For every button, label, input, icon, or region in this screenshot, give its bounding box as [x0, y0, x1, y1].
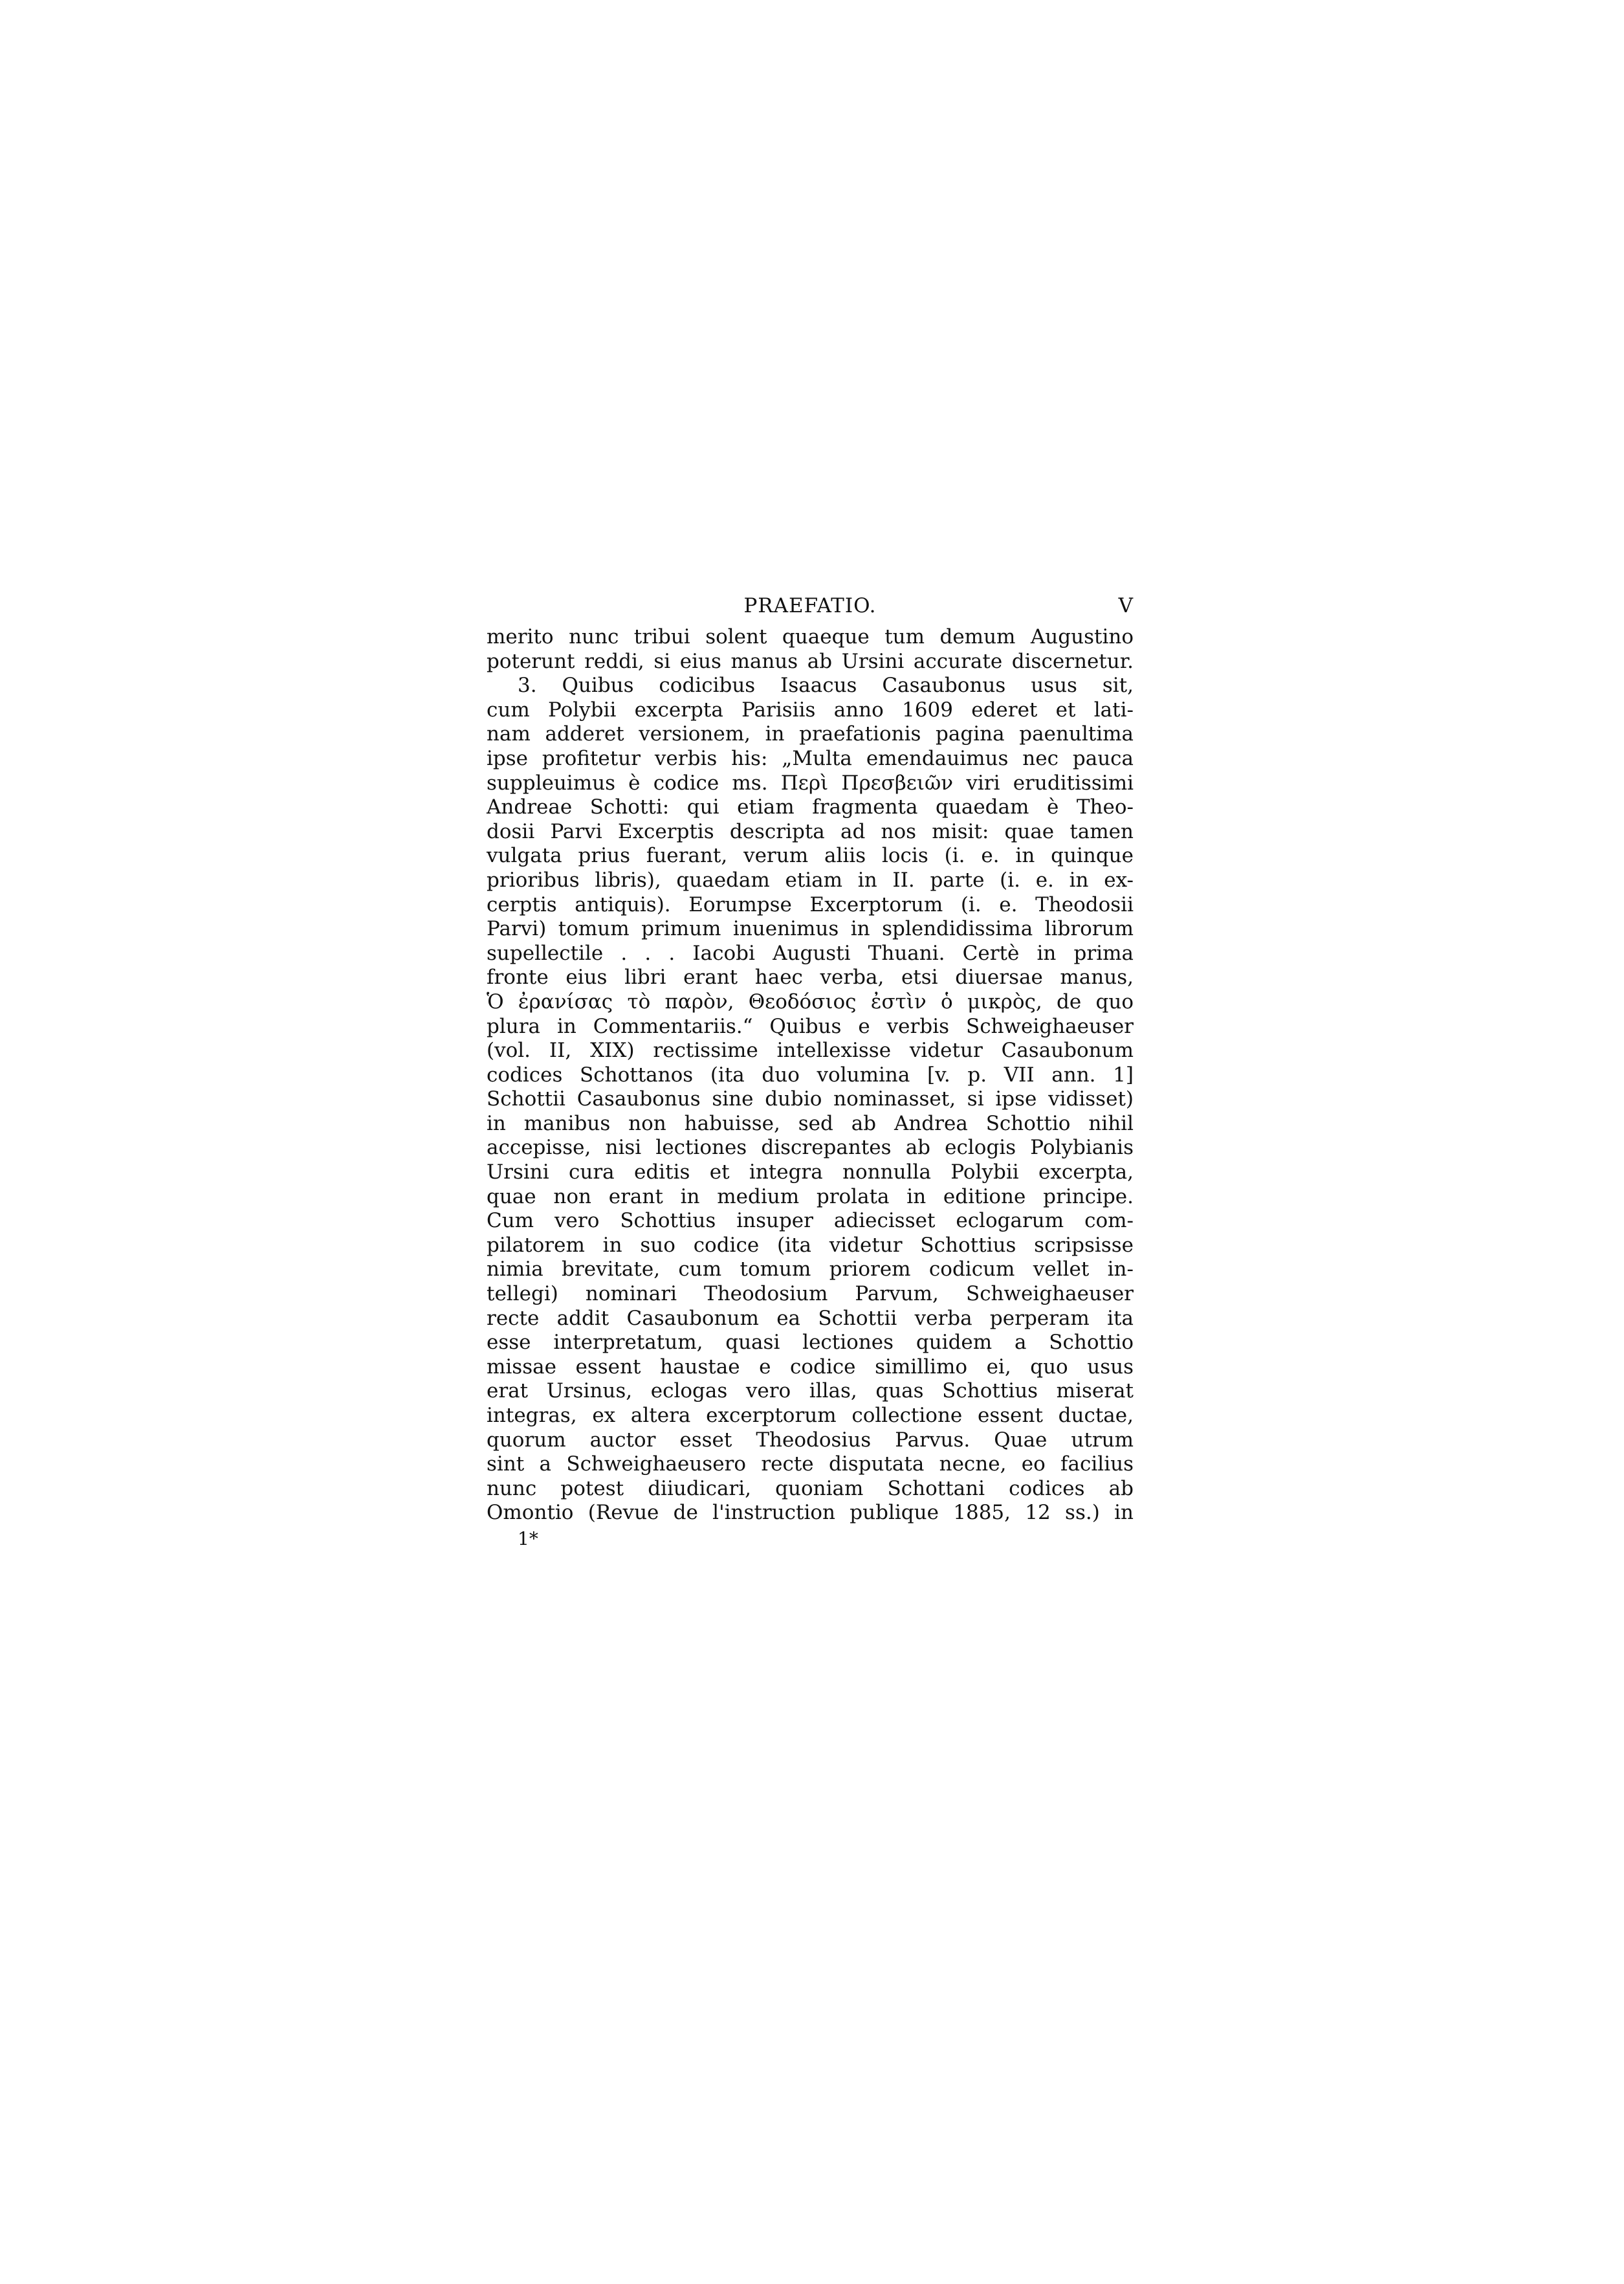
text-line: codices Schottanos (ita duo volumina [v. p. VII ann. 1]	[487, 1063, 1134, 1087]
text-line: Ὁ ἐρανίσας τὸ παρὸν, Θεοδόσιος ἐστὶν ὁ μικρὸς, de quo	[487, 990, 1134, 1014]
text-line: ipse profitetur verbis his: „Multa emendauimus nec pauca	[487, 746, 1134, 770]
page-number: V	[1118, 594, 1134, 617]
text-line: nam adderet versionem, in praefationis pagina paenultima	[487, 722, 1134, 746]
running-title: PRAEFATIO.	[743, 594, 877, 617]
text-line: sint a Schweighaeusero recte disputata necne, eo facilius	[487, 1452, 1134, 1476]
text-line: dosii Parvi Excerptis descripta ad nos misit: quae tamen	[487, 819, 1134, 843]
text-line: esse interpretatum, quasi lectiones quidem a Schottio	[487, 1331, 1134, 1355]
text-line: cerptis antiquis). Eorumpse Excerptorum (i. e. Theodosii	[487, 893, 1134, 916]
text-line: Cum vero Schottius insuper adiecisset eclogarum com-	[487, 1209, 1134, 1233]
text-line: in manibus non habuisse, sed ab Andrea Schottio nihil	[487, 1111, 1134, 1135]
text-line: integras, ex altera excerptorum collectione essent ductae,	[487, 1404, 1134, 1427]
text-line: Andreae Schotti: qui etiam fragmenta quaedam è Theo-	[487, 795, 1134, 819]
text-line: (vol. II, XIX) rectissime intellexisse videtur Casaubonum	[487, 1039, 1134, 1063]
text-line: nimia brevitate, cum tomum priorem codicum vellet in-	[487, 1258, 1134, 1281]
body-text	[487, 625, 1134, 1525]
text-line: Parvi) tomum primum inuenimus in splendidissima librorum	[487, 917, 1134, 941]
text-line: quae non erant in medium prolata in editione principe.	[487, 1184, 1134, 1208]
text-line: recte addit Casaubonum ea Schottii verba perperam ita	[487, 1306, 1134, 1330]
text-line: 3. Quibus codicibus Isaacus Casaubonus usus sit,	[518, 674, 1134, 698]
signature-mark: 1*	[518, 1527, 538, 1549]
text-line: plura in Commentariis.“ Quibus e verbis Schweighaeuser	[487, 1014, 1134, 1038]
text-line: Ursini cura editis et integra nonnulla Polybii excerpta,	[487, 1160, 1134, 1184]
text-line: poterunt reddi, si eius manus ab Ursini accurate discernetur.	[487, 649, 1134, 673]
text-line: suppleuimus è codice ms. Περὶ Πρεσβειῶν viri eruditissimi	[487, 771, 1134, 795]
text-line: missae essent haustae e codice simillimo ei, quo usus	[487, 1355, 1134, 1379]
text-line: pilatorem in suo codice (ita videtur Schottius scripsisse	[487, 1233, 1134, 1257]
text-line: quorum auctor esset Theodosius Parvus. Quae utrum	[487, 1428, 1134, 1452]
text-line: nunc potest diiudicari, quoniam Schottani codices ab	[487, 1476, 1134, 1500]
text-line: supellectile . . . Iacobi Augusti Thuani. Certè in prima	[487, 941, 1134, 965]
text-line: erat Ursinus, eclogas vero illas, quas Schottius miserat	[487, 1379, 1134, 1403]
text-line: Omontio (Revue de l'instruction publique 1885, 12 ss.) in	[487, 1501, 1134, 1525]
text-line: tellegi) nominari Theodosium Parvum, Schweighaeuser	[487, 1282, 1134, 1306]
page-text-block	[487, 594, 1134, 1550]
text-line: prioribus libris), quaedam etiam in II. parte (i. e. in ex-	[487, 868, 1134, 892]
text-line: Schottii Casaubonus sine dubio nominasset, si ipse vidisset)	[487, 1087, 1134, 1111]
text-line: accepisse, nisi lectiones discrepantes ab eclogis Polybianis	[487, 1136, 1134, 1160]
text-line: fronte eius libri erant haec verba, etsi diuersae manus,	[487, 966, 1134, 990]
text-line: vulgata prius fuerant, verum aliis locis (i. e. in quinque	[487, 844, 1134, 868]
running-head	[487, 594, 1134, 625]
text-line: cum Polybii excerpta Parisiis anno 1609 ederet et lati-	[487, 698, 1134, 722]
text-line: merito nunc tribui solent quaeque tum demum Augustino	[487, 625, 1134, 649]
